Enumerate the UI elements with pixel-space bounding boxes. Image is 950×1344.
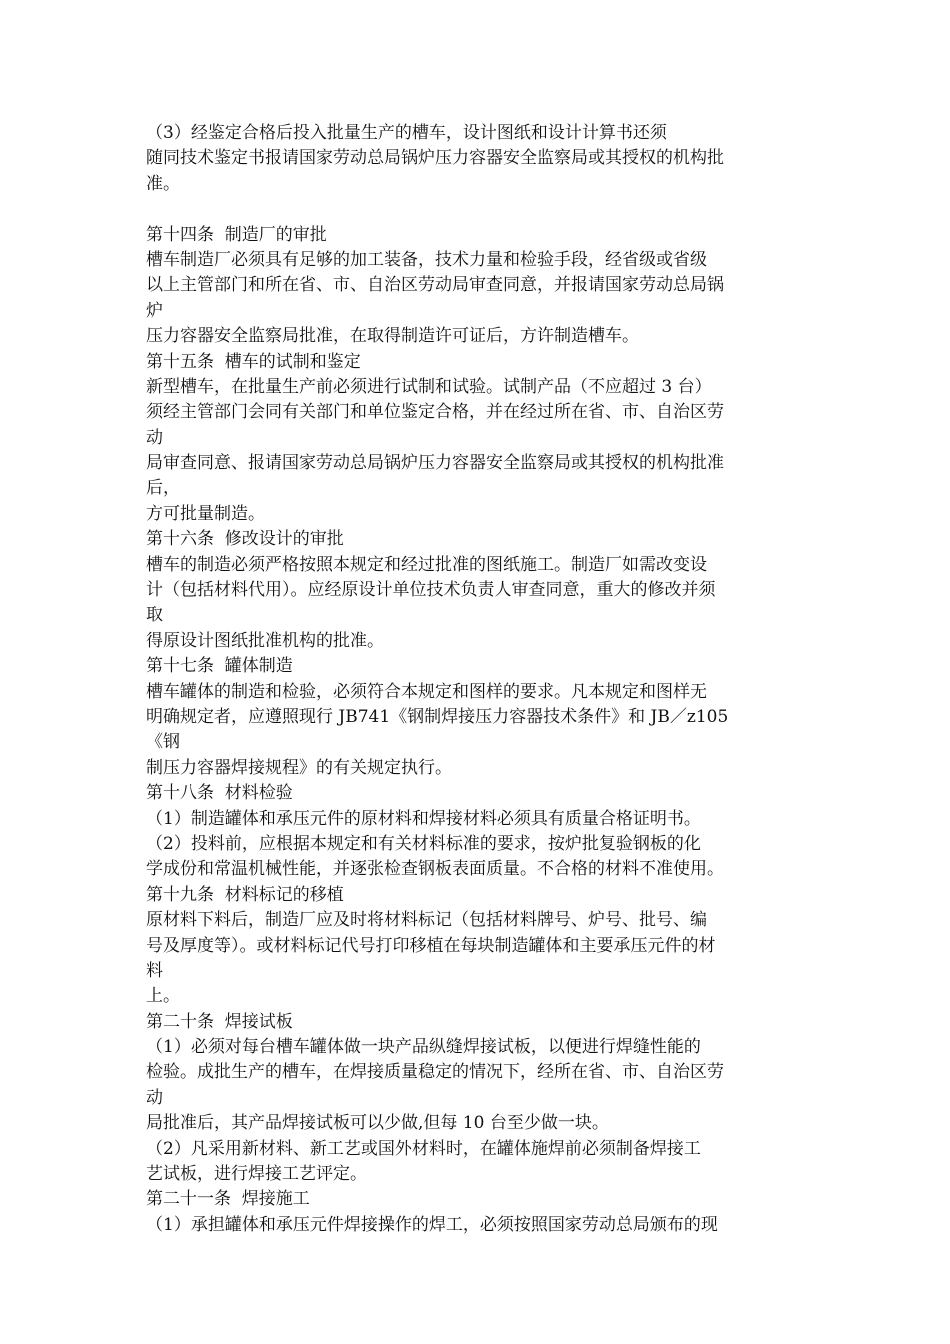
text-line: （1）必须对每台槽车罐体做一块产品纵缝焊接试板，以便进行焊缝性能的 — [146, 1037, 701, 1058]
article-heading: 第十六条 修改设计的审批 — [146, 529, 344, 550]
text-line: 以上主管部门和所在省、市、自治区劳动局审查同意，并报请国家劳动总局锅 — [146, 275, 724, 296]
text-line: （3）经鉴定合格后投入批量生产的槽车，设计图纸和设计计算书还须 — [146, 123, 667, 143]
text-line: 槽车罐体的制造和检验，必须符合本规定和图样的要求。凡本规定和图样无 — [146, 681, 707, 702]
text-line: 号及厚度等）。或材料标记代号打印移植在每块制造罐体和主要承压元件的材 — [146, 935, 716, 956]
text-line: 动 — [146, 427, 163, 448]
text-line: 局批准后，其产品焊接试板可以少做,但每 10 台至少做一块。 — [146, 1113, 609, 1134]
text-line: 料 — [146, 960, 163, 981]
text-line: 原材料下料后，制造厂应及时将材料标记（包括材料牌号、炉号、批号、编 — [146, 910, 707, 931]
text-line: 艺试板，进行焊接工艺评定。 — [146, 1164, 367, 1185]
text-line: 制压力容器焊接规程》的有关规定执行。 — [146, 757, 452, 778]
text-line: 学成份和常温机械性能，并逐张检查钢板表面质量。不合格的材料不准使用。 — [146, 859, 724, 880]
article-heading: 第二十条 焊接试板 — [146, 1011, 293, 1032]
article-heading: 第十四条 制造厂的审批 — [146, 224, 327, 245]
text-line: （2）投料前，应根据本规定和有关材料标准的要求，按炉批复验钢板的化 — [146, 833, 701, 854]
text-line: 取 — [146, 605, 163, 626]
text-line: 明确规定者，应遵照现行 JB741《钢制焊接压力容器技术条件》和 JB／z105 — [146, 706, 729, 727]
text-line: 动 — [146, 1087, 163, 1108]
text-line: 后， — [146, 478, 180, 499]
text-line: （1）承担罐体和承压元件焊接操作的焊工，必须按照国家劳动总局颁布的现 — [146, 1214, 718, 1235]
article-heading: 第十八条 材料检验 — [146, 783, 293, 804]
text-line: 检验。成批生产的槽车，在焊接质量稳定的情况下，经所在省、市、自治区劳 — [146, 1062, 724, 1083]
text-line: 局审查同意、报请国家劳动总局锅炉压力容器安全监察局或其授权的机构批准 — [146, 453, 724, 474]
text-line: 槽车制造厂必须具有足够的加工装备，技术力量和检验手段，经省级或省级 — [146, 249, 707, 270]
text-line: 准。 — [146, 173, 180, 194]
text-line: 炉 — [146, 300, 163, 321]
text-line: （1）制造罐体和承压元件的原材料和焊接材料必须具有质量合格证明书。 — [146, 808, 701, 829]
article-heading: 第十七条 罐体制造 — [146, 656, 293, 677]
text-line: 随同技术鉴定书报请国家劳动总局锅炉压力容器安全监察局或其授权的机构批 — [146, 148, 724, 169]
text-line: 计（包括材料代用）。应经原设计单位技术负责人审查同意，重大的修改并须 — [146, 580, 716, 601]
text-line: 《钢 — [146, 732, 180, 753]
article-heading: 第十五条 槽车的试制和鉴定 — [146, 351, 361, 372]
text-line: 须经主管部门会同有关部门和单位鉴定合格，并在经过所在省、市、自治区劳 — [146, 402, 724, 423]
text-line: 得原设计图纸批准机构的批准。 — [146, 630, 384, 651]
text-line: 方可批量制造。 — [146, 503, 265, 524]
text-line: （2）凡采用新材料、新工艺或国外材料时，在罐体施焊前必须制备焊接工 — [146, 1138, 701, 1159]
text-line: 上。 — [146, 986, 180, 1007]
article-heading: 第二十一条 焊接施工 — [146, 1189, 310, 1210]
text-line: 新型槽车，在批量生产前必须进行试制和试验。试制产品（不应超过 3 台） — [146, 376, 712, 397]
text-line: 槽车的制造必须严格按照本规定和经过批准的图纸施工。制造厂如需改变设 — [146, 554, 707, 575]
text-line: 压力容器安全监察局批准，在取得制造许可证后，方许制造槽车。 — [146, 326, 639, 347]
article-heading: 第十九条 材料标记的移植 — [146, 884, 344, 905]
document-body — [146, 121, 811, 1238]
blank-line — [146, 197, 811, 222]
